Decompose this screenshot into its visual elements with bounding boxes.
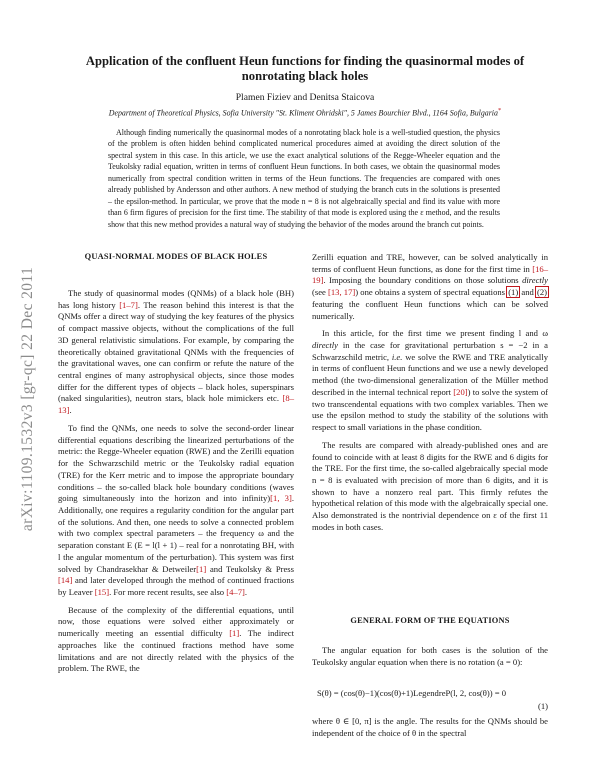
paragraph: Because of the complexity of the differential equations, until now, those equations were solved either approximately or numerically meeting an essential difficulty [1]. The indirect approaches like the continued fractions method have some limitations and are not directly related with the physics of the problem. The RWE, the	[58, 604, 294, 674]
citation-link[interactable]: [13, 17]	[328, 287, 356, 298]
arxiv-stamp	[8, 222, 48, 576]
equation-expression: S(θ) = (cos(θ)−1)(cos(θ)+1)LegendreP(l, 2, cos(θ)) = 0	[317, 688, 507, 698]
right-column	[312, 252, 548, 534]
citation-link[interactable]: [1]	[196, 563, 207, 574]
paragraph: where θ ∈ [0, π] is the angle. The results for the QNMs should be independent of the choice of θ in the spectral	[312, 716, 548, 738]
citation-link[interactable]: [15]	[94, 586, 110, 597]
equation-ref-link[interactable]: (1)	[508, 287, 519, 298]
citation-link[interactable]: [14]	[58, 575, 73, 586]
equation-number: (1)	[537, 701, 548, 711]
paragraph: The angular equation for both cases is the solution of the Teukolsky angular equation when there is no rotation (a = 0):	[312, 645, 548, 667]
affiliation-text: Department of Theoretical Physics, Sofia University "St. Kliment Ohridski", 5 James Bourchier Blvd., 1164 Sofia, Bulgaria	[108, 108, 498, 118]
abstract: Although finding numerically the quasinormal modes of a nonrotating black hole is a well-studied question, the physics of the problem is often hidden behind complicated numerical procedures aimed at avoiding the direct solution of the spectral system in this case. In this article, we use the exact analytical solutions of the Regge-Wheeler equation and the Teukolsky radial equation, written in terms of confluent Heun functions. In both cases, we obtain the quasinormal modes numerically from spectral condition written in terms of the Heun functions. The frequencies are compared with ones already published by Andersson and other authors. A new method of studying the branch cuts in the solutions is presented – the epsilon-method. In particular, we prove that the mode n = 8 is not algebraically special and find its value with more than 6 firm figures of precision for the first time. The stability of that mode is explored using the ε method, and the results show that this new method provides a natural way of studying the behavior of the modes around the branch cut points.	[108, 128, 500, 229]
paragraph: In this article, for the first time we present finding l and ω directly in the case for gravitational perturbation s = −2 in a Schwarzschild metric, i.e. we solve the RWE and TRE analytically in terms of confluent Heun functions and we use a newly developed method (the two-dimensional generalization of the Müller method described in the internal technical report [20]) to solve the system of two transcendental equations with two complex variables. Then we use the epsilon method to study the stability of the solutions with respect to small variations in the phase condition.	[312, 328, 549, 433]
affiliation	[58, 107, 552, 118]
paragraph: To find the QNMs, one needs to solve the second-order linear differential equations describing the linearized perturbations of the metric: the Regge-Wheeler equation (RWE) and the Zerilli equation for the Schwarzschild metric or the Teukolsky radial equation (TRE) for the Kerr metric and to impose the appropriate boundary conditions – the so-called black hole boundary conditions (waves going simultaneously into the horizon and into infinity)[1, 3]. Additionally, one requires a regularity condition for the angular part of the solutions. And then, one needs to solve a connected problem with two complex spectral parameters – the frequency ω and the separation constant E (E = l(l + 1) – real for a nonrotating BH, with l the angular momentum of the perturbation). This system was first solved by Chandrasekhar & Detweiler[1] and Teukolsky & Press [14] and later developed through the method of continued fractions by Leaver [15]. For more recent results, see also [4–7].	[58, 422, 294, 597]
citation-link[interactable]: [16–19]	[312, 263, 548, 286]
paper-title: Application of the confluent Heun functions for finding the quasinormal modes of nonrotating black holes	[85, 54, 525, 83]
paragraph: The results are compared with already-published ones and are found to coincide with at least 8 digits for the RWE and 6 digits for the TRE. For the first time, the so-called algebraically special mode n = 8 is evaluated with precision of more than 6 digits, and it is shown to have a nonzero real part. This firmly refutes the hypothetical relation of this mode with the algebraically special one. Also demonstrated is the nontrivial dependence on ε of the first 11 modes in both cases.	[312, 439, 548, 532]
equation-followup	[312, 716, 548, 739]
citation-link[interactable]: [8–13]	[58, 393, 294, 416]
equation-1	[312, 686, 548, 712]
citation-link[interactable]: [1, 3]	[270, 493, 292, 504]
arxiv-identifier: arXiv:1109.1532v3 [gr-qc] 22 Dec 2011	[19, 266, 36, 532]
equation-intro	[312, 645, 548, 668]
section-title-qnm: QUASI-NORMAL MODES OF BLACK HOLES	[84, 252, 268, 261]
citation-link[interactable]: [20]	[453, 386, 468, 397]
paragraph: Zerilli equation and TRE, however, can be solved analytically in terms of confluent Heun functions, as done for the first time in [16–19]. Imposing the boundary conditions on those solutions directly (see [13, 17]) one obtains a system of spectral equations (1) and (2) featuring the confluent Heun functions which can be solved numerically.	[312, 252, 548, 321]
paragraph: The study of quasinormal modes (QNMs) of a black hole (BH) has long history [1–7]. The reason behind this interest is that the QNMs offer a direct way of studying the key features of the physics of compact massive objects, without the complications of the full 3D general relativistic simulations. For example, by comparing the theoretically obtained gravitational QNMs with the frequencies of the gravitational waves, one can confirm or refute the nature of the central engines of many astrophysical objects, since those modes differ for the different types of objects – black holes, superspinars (naked singularities), neutron stars, black hole mimickers etc. [8–13].	[58, 288, 294, 416]
paper-authors: Plamen Fiziev and Denitsa Staicova	[235, 92, 375, 103]
section-title-general-form: GENERAL FORM OF THE EQUATIONS	[350, 616, 510, 625]
left-column	[58, 288, 294, 675]
equation-ref-link[interactable]: (2)	[536, 287, 547, 298]
citation-link[interactable]: [1–7]	[119, 299, 138, 310]
citation-link[interactable]: [4–7]	[226, 586, 245, 597]
affiliation-mark: *	[497, 107, 502, 114]
citation-link[interactable]: [1]	[229, 628, 240, 639]
